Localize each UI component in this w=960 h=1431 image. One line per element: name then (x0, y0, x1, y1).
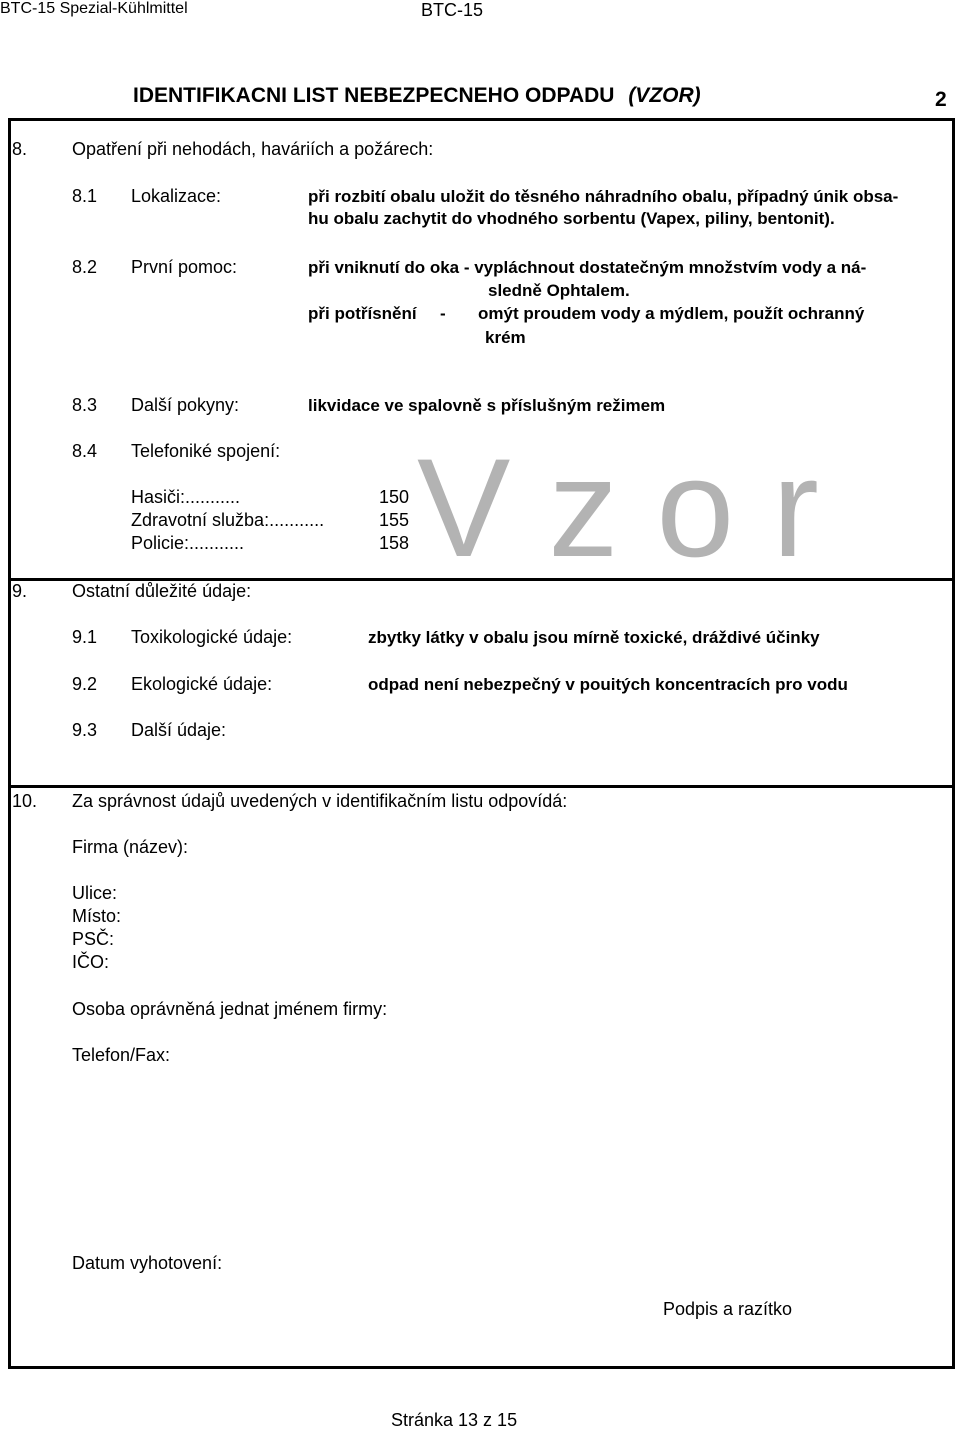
section-8-3-value: likvidace ve spalovně s příslušným režimem (308, 396, 666, 415)
authorized-person-label: Osoba oprávněná jednat jménem firmy: (72, 999, 388, 1019)
section-8-4-label: Telefoniké spojení: (131, 441, 281, 461)
section-8-1-line1: při rozbití obalu uložit do těsného náhradního obalu, případný únik obsa- (308, 187, 899, 206)
place-label: Místo: (72, 906, 122, 926)
section-9-1-label: Toxikologické údaje: (131, 627, 293, 647)
firm-label: Firma (název): (72, 837, 189, 857)
section-9-title: Ostatní důležité údaje: (72, 581, 252, 601)
section-8-2-line1: při vniknutí do oka - vypláchnout dostatečným množstvím vody a ná- (308, 258, 867, 277)
section-8-2-line4: krém (485, 328, 526, 347)
section-8-number: 8. (12, 139, 28, 159)
contact-name: Zdravotní služba:........... (131, 510, 325, 530)
contact-number: 155 (379, 510, 410, 530)
section-10-box (8, 785, 955, 1369)
section-9-2-label: Ekologické údaje: (131, 674, 273, 694)
contact-number: 150 (379, 487, 410, 507)
section-8-2-line3-label: při potřísnění (308, 304, 417, 323)
page-number: 2 (935, 88, 947, 111)
section-10-title: Za správnost údajů uvedených v identifikačním listu odpovídá: (72, 791, 568, 811)
psc-label: PSČ: (72, 929, 115, 949)
street-label: Ulice: (72, 883, 118, 903)
document-title-suffix: (VZOR) (628, 84, 701, 107)
section-8-2-label: První pomoc: (131, 257, 238, 277)
section-8-2-line3-dash: - (440, 304, 446, 323)
header-left: BTC-15 Spezial-Kühlmittel (0, 0, 188, 17)
section-8-1-line2: hu obalu zachytit do vhodného sorbentu (Vapex, piliny, bentonit). (308, 209, 835, 228)
section-8-3-number: 8.3 (72, 395, 98, 415)
ico-label: IČO: (72, 952, 110, 972)
section-8-2-line3-text: omýt proudem vody a mýdlem, použít ochranný (478, 304, 865, 323)
document-title (133, 84, 701, 108)
section-8-1-number: 8.1 (72, 186, 98, 206)
section-8-2-line2: sledně Ophtalem. (488, 281, 630, 300)
header-center: BTC-15 (421, 0, 484, 20)
section-9-2-number: 9.2 (72, 674, 98, 694)
document-title-text: IDENTIFIKACNI LIST NEBEZPECNEHO ODPADU (133, 84, 615, 107)
section-8-2-number: 8.2 (72, 257, 98, 277)
section-9-2-value: odpad není nebezpečný v pouitých koncentracích pro vodu (368, 675, 848, 694)
contact-number: 158 (379, 533, 410, 553)
watermark: Vzor (417, 429, 857, 586)
section-9-3-label: Další údaje: (131, 720, 227, 740)
section-8-3-label: Další pokyny: (131, 395, 240, 415)
section-9-number: 9. (12, 581, 28, 601)
phone-fax-label: Telefon/Fax: (72, 1045, 171, 1065)
contact-name: Policie:........... (131, 533, 245, 553)
section-10-number: 10. (12, 791, 38, 811)
section-8-title: Opatření při nehodách, haváriích a požárech: (72, 139, 434, 159)
date-label: Datum vyhotovení: (72, 1253, 223, 1273)
footer-page: Stránka 13 z 15 (391, 1410, 518, 1430)
section-8-4-number: 8.4 (72, 441, 98, 461)
contact-name: Hasiči:........... (131, 487, 241, 507)
section-9-3-number: 9.3 (72, 720, 98, 740)
signature-label: Podpis a razítko (663, 1299, 793, 1319)
section-9-1-value: zbytky látky v obalu jsou mírně toxické, dráždivé účinky (368, 628, 820, 647)
section-9-1-number: 9.1 (72, 627, 98, 647)
section-8-1-label: Lokalizace: (131, 186, 222, 206)
